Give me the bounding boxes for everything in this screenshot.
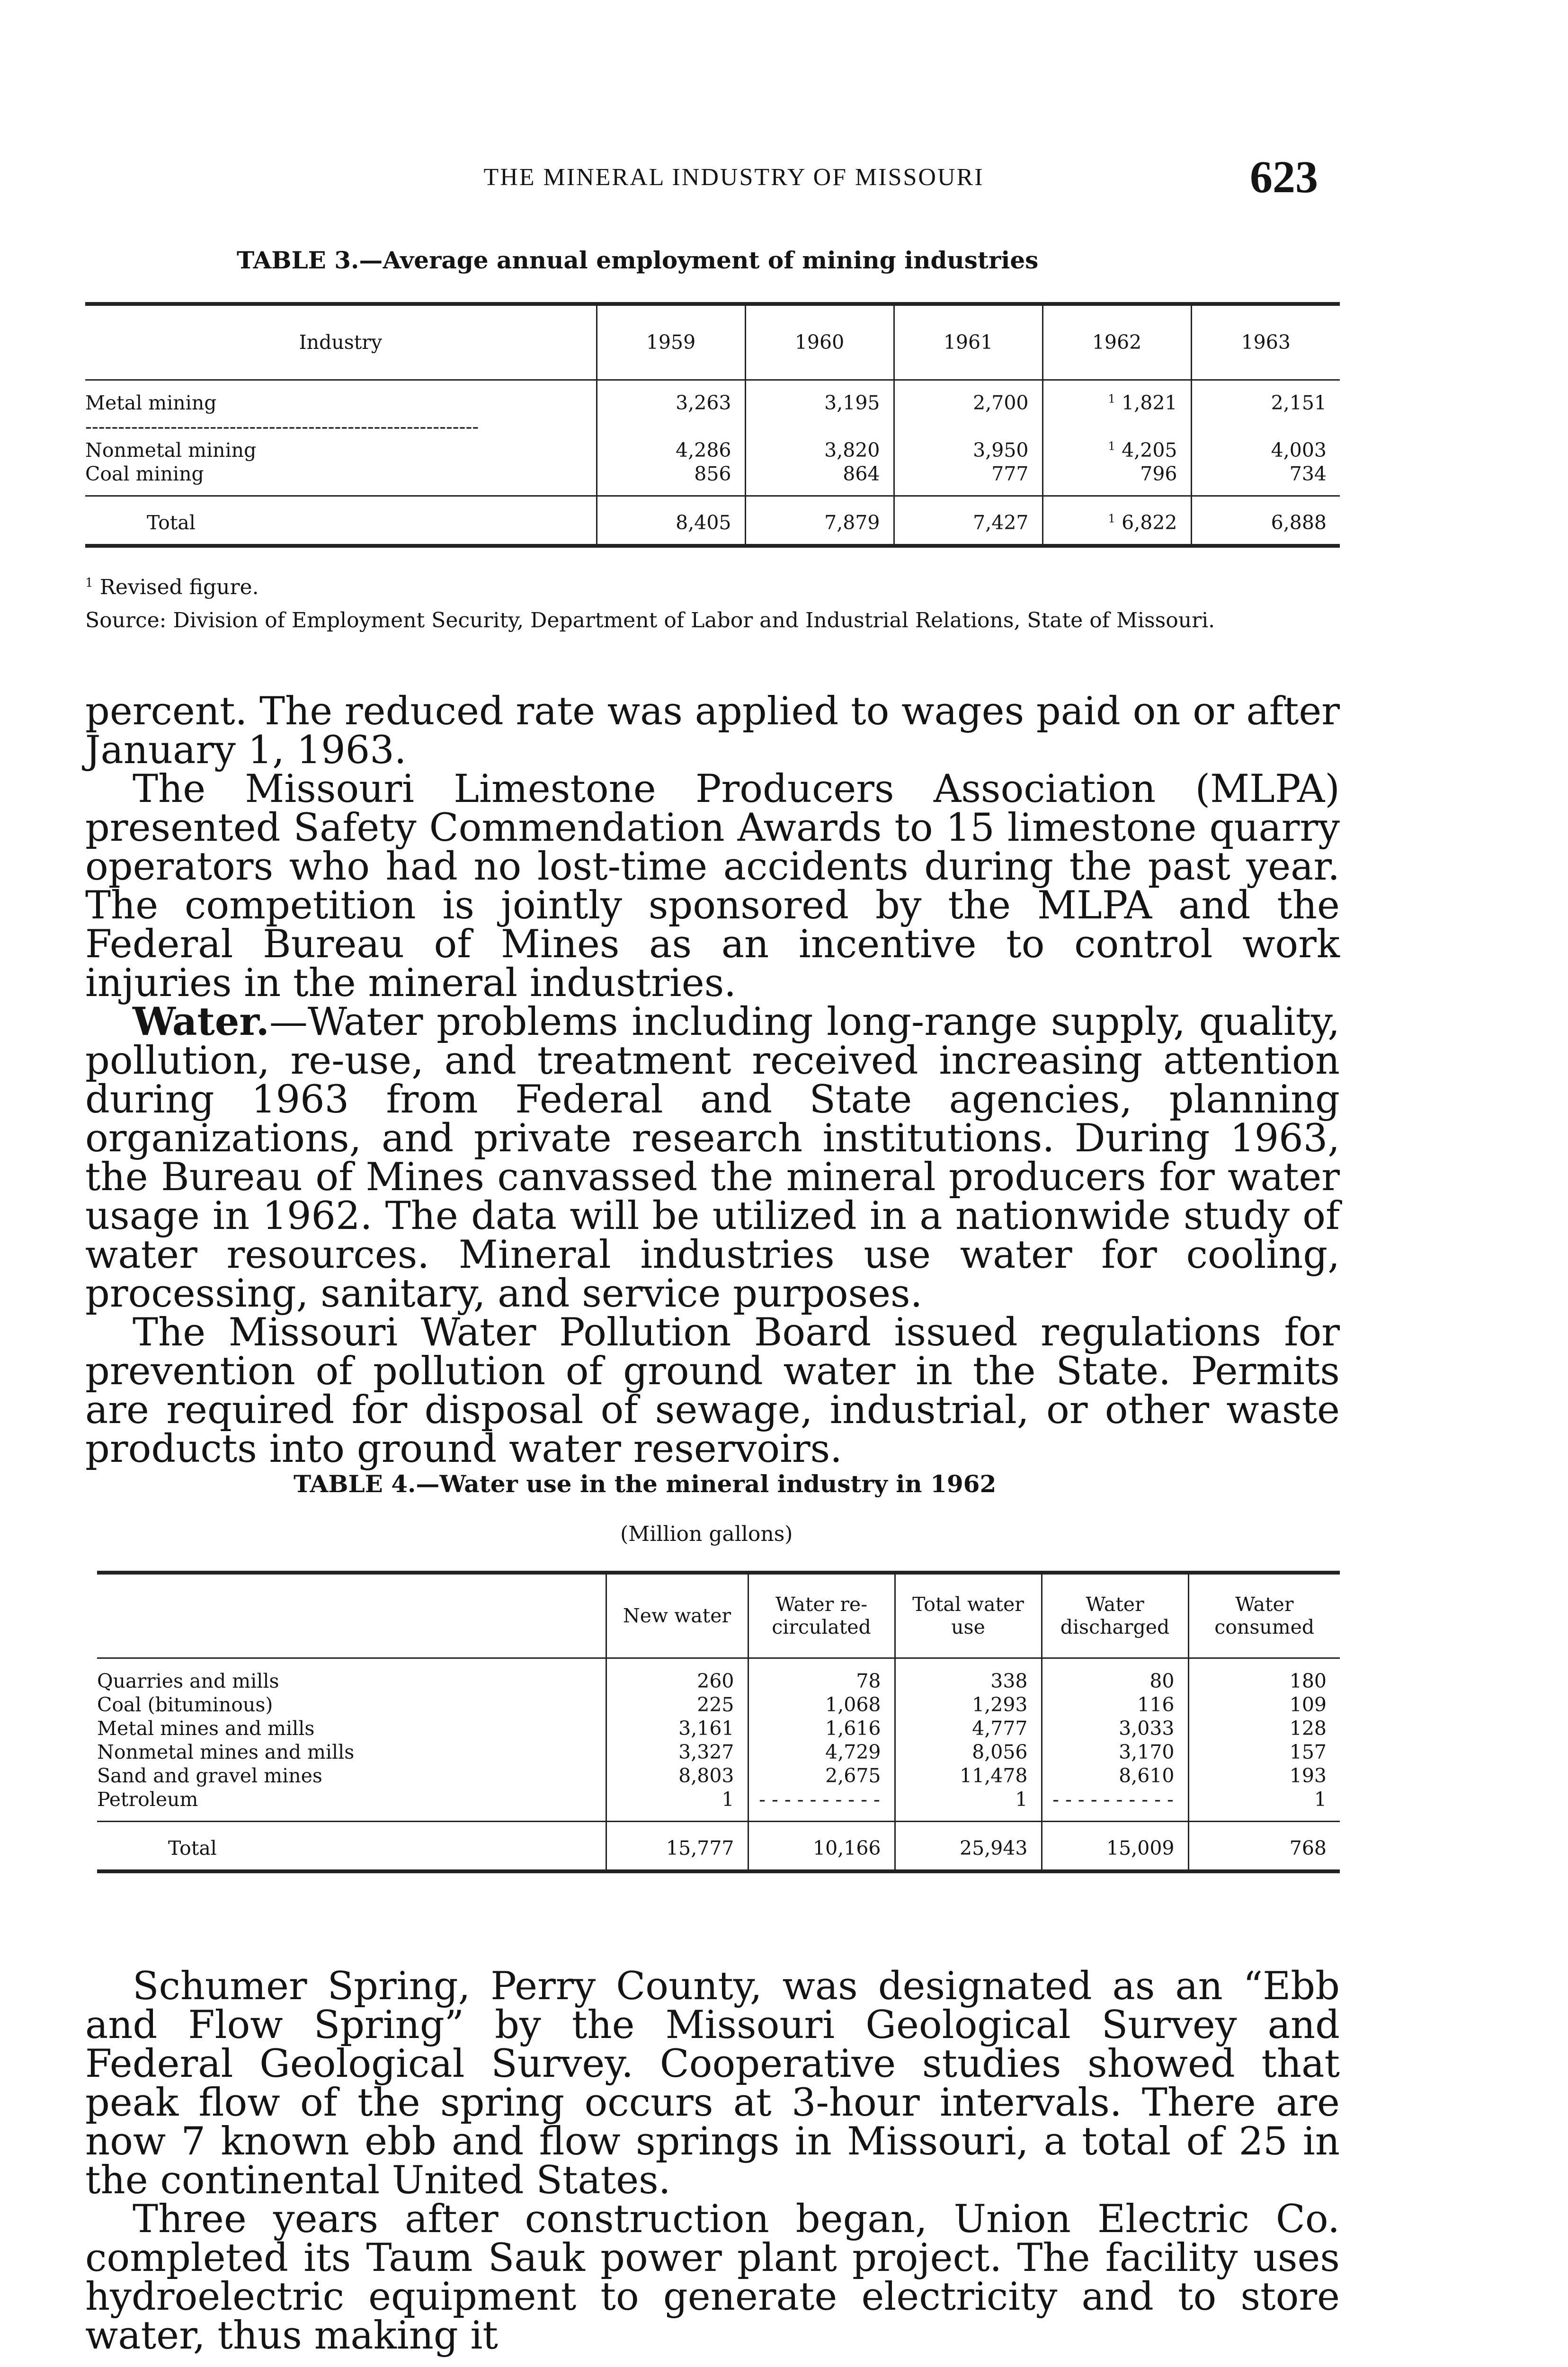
row-label: Total bbox=[168, 1836, 217, 1860]
row-label: Metal mines and mills bbox=[97, 1717, 315, 1740]
table3-header-year: 1962 bbox=[1042, 304, 1191, 380]
cell: 193 bbox=[1188, 1764, 1340, 1788]
cell-value: 4,205 bbox=[1122, 438, 1177, 462]
table4-header: Total water use bbox=[895, 1573, 1042, 1658]
table3-header-year: 1961 bbox=[894, 304, 1042, 380]
row-label: Metal mining bbox=[85, 391, 217, 414]
cell bbox=[1042, 496, 1191, 546]
cell: 777 bbox=[894, 462, 1042, 496]
table-row bbox=[97, 1658, 1340, 1693]
paragraph-text: —Water problems including long-range supply, quality, pollution, re-use, and treatment received increasing attention during 1963 from Federal and State agencies, planning organizations, and private research institutions. During 1963, the Bureau of Mines canvassed the mineral producers for water usage in 1962. The data will be utilized in a nationwide study of water resources. Mineral industries use water for cooling, processing, sanitary, and service purposes. bbox=[85, 1000, 1340, 1316]
table-row-total bbox=[97, 1821, 1340, 1871]
cell: 180 bbox=[1188, 1658, 1340, 1693]
cell: 109 bbox=[1188, 1693, 1340, 1717]
table3 bbox=[85, 302, 1340, 548]
table4-header: New water bbox=[606, 1573, 748, 1658]
footnote-mark: 1 bbox=[1108, 511, 1116, 525]
paragraph bbox=[85, 999, 1340, 1316]
cell: 4,729 bbox=[748, 1740, 895, 1764]
table-row bbox=[97, 1788, 1340, 1822]
cell: 3,950 bbox=[894, 438, 1042, 462]
cell: 25,943 bbox=[895, 1821, 1042, 1871]
cell: 3,263 bbox=[597, 380, 745, 438]
cell: 3,195 bbox=[745, 380, 894, 438]
cell: 128 bbox=[1188, 1717, 1340, 1740]
cell: 3,161 bbox=[606, 1717, 748, 1740]
cell: 338 bbox=[895, 1658, 1042, 1693]
page-number: 623 bbox=[1250, 151, 1318, 202]
cell: 856 bbox=[597, 462, 745, 496]
cell: 3,170 bbox=[1042, 1740, 1188, 1764]
footnote-text: Revised figure. bbox=[99, 575, 259, 599]
table4-header-blank bbox=[97, 1573, 606, 1658]
cell: 157 bbox=[1188, 1740, 1340, 1764]
table4 bbox=[97, 1571, 1340, 1873]
table-row bbox=[97, 1717, 1340, 1740]
cell: 8,405 bbox=[597, 496, 745, 546]
cell: 8,803 bbox=[606, 1764, 748, 1788]
cell: 1 bbox=[895, 1788, 1042, 1822]
row-label: Petroleum bbox=[97, 1788, 198, 1811]
cell: 6,888 bbox=[1191, 496, 1340, 546]
cell-value: 6,822 bbox=[1122, 511, 1177, 534]
cell: 7,427 bbox=[894, 496, 1042, 546]
table3-source: Source: Division of Employment Security, Department of Labor and Industrial Relations, State of Missouri. bbox=[85, 608, 1215, 632]
cell: 796 bbox=[1042, 462, 1191, 496]
cell: 768 bbox=[1188, 1821, 1340, 1871]
table3-caption: TABLE 3.—Average annual employment of mining industries bbox=[237, 246, 1039, 274]
row-label: Sand and gravel mines bbox=[97, 1764, 322, 1787]
cell-value: 1,821 bbox=[1122, 391, 1177, 414]
table3-header-year: 1960 bbox=[745, 304, 894, 380]
row-label: Nonmetal mining bbox=[85, 438, 257, 462]
cell: 1,068 bbox=[748, 1693, 895, 1717]
cell: 2,151 bbox=[1191, 380, 1340, 438]
cell: 10,166 bbox=[748, 1821, 895, 1871]
body-text-1 bbox=[85, 689, 1340, 1471]
table4-header: Water discharged bbox=[1042, 1573, 1188, 1658]
paragraph: The Missouri Water Pollution Board issued regulations for prevention of pollution of ground water in the State. Permits are required for disposal of sewage, industrial, or other waste products into ground water reservoirs. bbox=[85, 1310, 1340, 1471]
cell-empty: - - - - - - - - - - bbox=[748, 1788, 895, 1822]
table4-header: Water re-circulated bbox=[748, 1573, 895, 1658]
cell: 864 bbox=[745, 462, 894, 496]
table-row bbox=[85, 462, 1340, 496]
table3-header-industry: Industry bbox=[85, 304, 597, 380]
cell: 15,777 bbox=[606, 1821, 748, 1871]
footnote-mark: 1 bbox=[85, 575, 93, 590]
table-row: Metal mining ------------------------------------------------------------ 3,263 3,195 2,700 $^1$ 1,821 2,151 bbox=[85, 380, 1340, 438]
table3-footnote bbox=[85, 575, 1340, 600]
cell: 734 bbox=[1191, 462, 1340, 496]
cell: 3,033 bbox=[1042, 1717, 1188, 1740]
cell: 15,009 bbox=[1042, 1821, 1188, 1871]
paragraph: Three years after construction began, Union Electric Co. completed its Taum Sauk power plant project. The facility uses hydroelectric equipment to generate electricity and to store water, thus making it bbox=[85, 2197, 1340, 2358]
row-label: Nonmetal mines and mills bbox=[97, 1740, 355, 1763]
cell: 78 bbox=[748, 1658, 895, 1693]
row-label: Coal mining bbox=[85, 462, 204, 485]
cell: 4,286 bbox=[597, 438, 745, 462]
cell: 80 bbox=[1042, 1658, 1188, 1693]
table4-header: Water consumed bbox=[1188, 1573, 1340, 1658]
table3-header-year: 1959 bbox=[597, 304, 745, 380]
cell: 4,003 bbox=[1191, 438, 1340, 462]
cell: 260 bbox=[606, 1658, 748, 1693]
cell: 8,610 bbox=[1042, 1764, 1188, 1788]
cell: 1 bbox=[1188, 1788, 1340, 1822]
cell: 8,056 bbox=[895, 1740, 1042, 1764]
footnote-mark: 1 bbox=[1108, 438, 1116, 453]
row-label: Total bbox=[147, 511, 196, 534]
table-row bbox=[97, 1693, 1340, 1717]
cell: 1 bbox=[606, 1788, 748, 1822]
paragraph: The Missouri Limestone Producers Association (MLPA) presented Safety Commendation Awards to 15 limestone quarry operators who had no lost-time accidents during the past year. The competition is jointly sponsored by the MLPA and the Federal Bureau of Mines as an incentive to control work injuries in the mineral industries. bbox=[85, 767, 1340, 1006]
table4-caption: TABLE 4.—Water use in the mineral industry in 1962 bbox=[294, 1470, 997, 1498]
paragraph: Schumer Spring, Perry County, was designated as an “Ebb and Flow Spring” by the Missouri Geological Survey and Federal Geological Survey. Cooperative studies showed that peak flow of the spring occurs at 3-hour intervals. There are now 7 known ebb and flow springs in Missouri, a total of 25 in the continental United States. bbox=[85, 1964, 1340, 2203]
paragraph: percent. The reduced rate was applied to wages paid on or after January 1, 1963. bbox=[85, 689, 1340, 773]
row-label: Quarries and mills bbox=[97, 1669, 279, 1692]
cell-empty: - - - - - - - - - - bbox=[1042, 1788, 1188, 1822]
row-label: Coal (bituminous) bbox=[97, 1693, 273, 1716]
cell: 2,675 bbox=[748, 1764, 895, 1788]
body-text-2 bbox=[85, 1964, 1340, 2358]
cell: 3,327 bbox=[606, 1740, 748, 1764]
footnote-mark: 1 bbox=[1108, 391, 1116, 405]
cell bbox=[1042, 438, 1191, 462]
cell: 3,820 bbox=[745, 438, 894, 462]
section-lead: Water. bbox=[133, 999, 269, 1044]
cell: 7,879 bbox=[745, 496, 894, 546]
cell: 2,700 bbox=[894, 380, 1042, 438]
running-title: THE MINERAL INDUSTRY OF MISSOURI bbox=[483, 164, 984, 191]
table-row bbox=[85, 438, 1340, 462]
table-row bbox=[97, 1764, 1340, 1788]
cell: 1,293 bbox=[895, 1693, 1042, 1717]
table-row bbox=[97, 1740, 1340, 1764]
cell: 1,616 bbox=[748, 1717, 895, 1740]
cell: 11,478 bbox=[895, 1764, 1042, 1788]
table-row-total bbox=[85, 496, 1340, 546]
cell: 225 bbox=[606, 1693, 748, 1717]
table4-subcaption: (Million gallons) bbox=[620, 1522, 793, 1546]
cell: 4,777 bbox=[895, 1717, 1042, 1740]
table3-header-year: 1963 bbox=[1191, 304, 1340, 380]
cell: 116 bbox=[1042, 1693, 1188, 1717]
cell bbox=[1042, 380, 1191, 438]
